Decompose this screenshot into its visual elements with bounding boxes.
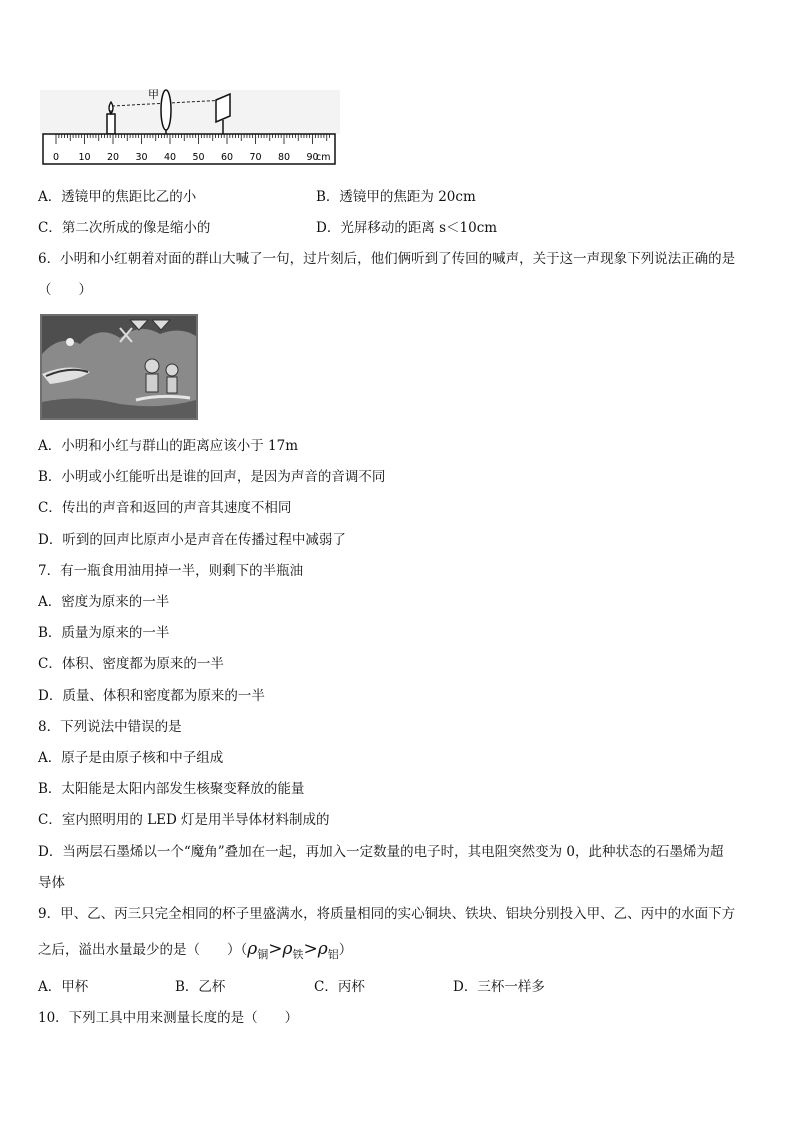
sub-iron: 铁 xyxy=(292,948,304,961)
ruler-label-50: 50 xyxy=(192,152,205,163)
q6-stem-line1: 6．小明和小红朝着对面的群山大喊了一句，过片刻后，他们俩听到了传回的喊声，关于这一声现象下列说法正确的是 xyxy=(38,251,736,267)
q8-option-b: B．太阳能是太阳内部发生核聚变释放的能量 xyxy=(38,781,305,797)
q5-option-b: B．透镜甲的焦距为 20cm xyxy=(316,189,476,205)
lens-label-jia: 甲 xyxy=(148,88,159,101)
rho-symbol: ρ xyxy=(282,939,293,959)
q7-option-c: C．体积、密度都为原来的一半 xyxy=(38,656,224,672)
q9-stem-line1: 9．甲、乙、丙三只完全相同的杯子里盛满水，将质量相同的实心铜块、铁块、铝块分别投入甲、乙、丙中的水面下方 xyxy=(38,906,736,922)
q8-option-d: D．当两层石墨烯以一个“魔角”叠加在一起，再加入一定数量的电子时，其电阻突然变为 0，此种状态的石墨烯为超 xyxy=(38,844,724,860)
q9-option-a: A．甲杯 xyxy=(38,979,89,995)
ruler-label-0: 0 xyxy=(52,152,60,163)
rho-symbol: ρ xyxy=(317,939,328,959)
sub-copper: 铜 xyxy=(257,948,269,961)
ruler-label-60: 60 xyxy=(220,152,234,163)
ruler-label-20: 20 xyxy=(106,152,120,163)
q8-option-d-continued: 导体 xyxy=(38,875,65,891)
echo-mountain-picture xyxy=(40,314,198,420)
q9-option-b: B．乙杯 xyxy=(175,979,226,995)
ruler-label-80: 80 xyxy=(277,152,291,163)
q6-option-c: C．传出的声音和返回的声音其速度不相同 xyxy=(38,500,292,516)
q10-stem: 10．下列工具中用来测量长度的是（ ） xyxy=(38,1010,299,1026)
q9-stem-line2 xyxy=(38,940,352,964)
sub-aluminum: 铝 xyxy=(327,948,339,961)
rho-symbol: ρ xyxy=(247,939,258,959)
q9-stem-text: 之后，溢出水量最少的是（ ）（ xyxy=(38,942,248,958)
greater-than: > xyxy=(303,939,318,959)
q5-option-c: C．第二次所成的像是缩小的 xyxy=(38,220,211,236)
ruler-label-30: 30 xyxy=(135,152,148,163)
q6-stem-line2: （ ） xyxy=(38,282,92,298)
optical-bench-figure xyxy=(40,80,340,168)
q6-option-d: D．听到的回声比原声小是声音在传播过程中减弱了 xyxy=(38,532,346,548)
ruler-label-40: 40 xyxy=(163,152,177,163)
ruler-unit: cm xyxy=(316,152,331,163)
ruler-label-10: 10 xyxy=(78,152,91,163)
q9-option-c: C．丙杯 xyxy=(314,979,365,995)
q7-option-d: D．质量、体积和密度都为原来的一半 xyxy=(38,688,265,704)
q7-option-a: A．密度为原来的一半 xyxy=(38,594,170,610)
q8-option-c: C．室内照明用的 LED 灯是用半导体材料制成的 xyxy=(38,812,330,828)
q7-stem: 7．有一瓶食用油用掉一半，则剩下的半瓶油 xyxy=(38,563,304,579)
q9-option-d: D．三杯一样多 xyxy=(453,979,545,995)
q6-option-a: A．小明和小红与群山的距离应该小于 17m xyxy=(38,438,299,454)
q6-option-b: B．小明或小红能听出是谁的回声，是因为声音的音调不同 xyxy=(38,469,386,485)
greater-than: > xyxy=(268,939,283,959)
ruler-label-90: 90 xyxy=(306,152,319,163)
ruler-label-70: 70 xyxy=(249,152,262,163)
close-paren: ） xyxy=(338,942,353,958)
q8-stem: 8．下列说法中错误的是 xyxy=(38,719,182,735)
q5-option-d: D．光屏移动的距离 s＜10cm xyxy=(316,220,498,236)
q5-option-a: A．透镜甲的焦距比乙的小 xyxy=(38,189,197,205)
q8-option-a: A．原子是由原子核和中子组成 xyxy=(38,750,224,766)
q7-option-b: B．质量为原来的一半 xyxy=(38,625,170,641)
